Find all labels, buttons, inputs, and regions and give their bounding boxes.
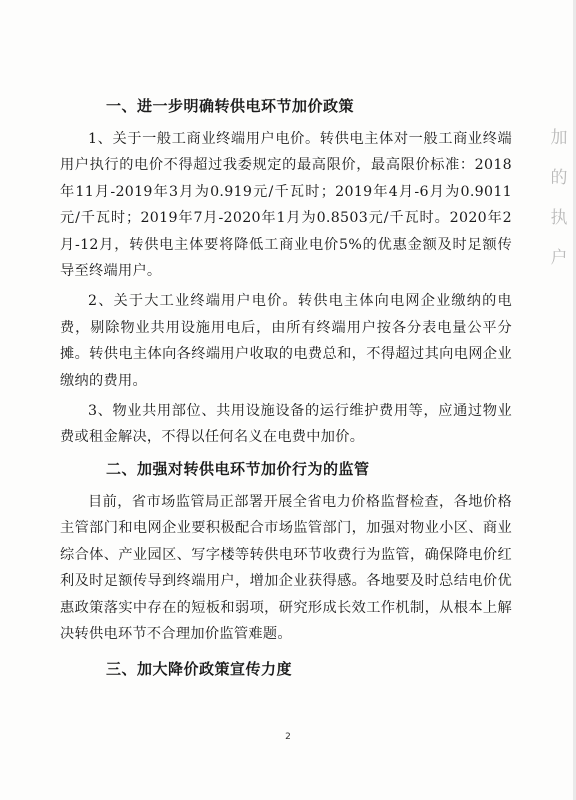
section-1-paragraph-1: 1、关于一般工商业终端用户电价。转供电主体对一般工商业终端用户执行的电价不得超过我委规定的最高限价，最高限价标准：2018年11月-2019年3月为0.919元/千瓦时；2019年4月-6月为0.9011元/千瓦时；2019年7月-2020年1月为0.8503元/千瓦时。2020年2月-12月，转供电主体要将降低工商业电价5%的优惠金额及时足额传导至终端用户。 bbox=[60, 131, 512, 280]
bleed-through-text bbox=[548, 118, 570, 278]
bleed-char: 加 bbox=[550, 128, 568, 148]
section-1-paragraph-3: 3、物业共用部位、共用设施设备的运行维护费用等，应通过物业费或租金解决，不得以任何名义在电费中加价。 bbox=[60, 403, 512, 446]
bleed-char: 的 bbox=[550, 168, 568, 188]
section-3-heading: 三、加大降价政策宣传力度 bbox=[106, 660, 293, 679]
bleed-char: 执 bbox=[550, 208, 568, 228]
section-2-paragraph-1: 目前，省市场监管局正部署开展全省电力价格监督检查，各地价格主管部门和电网企业要积极配合市场监管部门，加强对物业小区、商业综合体、产业园区、写字楼等转供电环节收费行为监管，确保降电价红利及时足额传导到终端用户，增加企业获得感。各地要及时总结电价优惠政策落实中存在的短板和弱项，研究形成长效工作机制，从根本上解决转供电环节不合理加价监管难题。 bbox=[60, 493, 512, 642]
page-number: 2 bbox=[285, 732, 291, 742]
document-body bbox=[60, 92, 512, 689]
section-1-paragraph-2: 2、关于大工业终端用户电价。转供电主体向电网企业缴纳的电费，剔除物业共用设施用电后，由所有终端用户按各分表电量公平分摊。转供电主体向各终端用户收取的电费总和，不得超过其向电网企业缴纳的费用。 bbox=[60, 293, 512, 389]
bleed-char: 户 bbox=[550, 248, 568, 268]
section-2-heading: 二、加强对转供电环节加价行为的监管 bbox=[106, 459, 370, 478]
section-1-heading: 一、进一步明确转供电环节加价政策 bbox=[106, 97, 355, 115]
